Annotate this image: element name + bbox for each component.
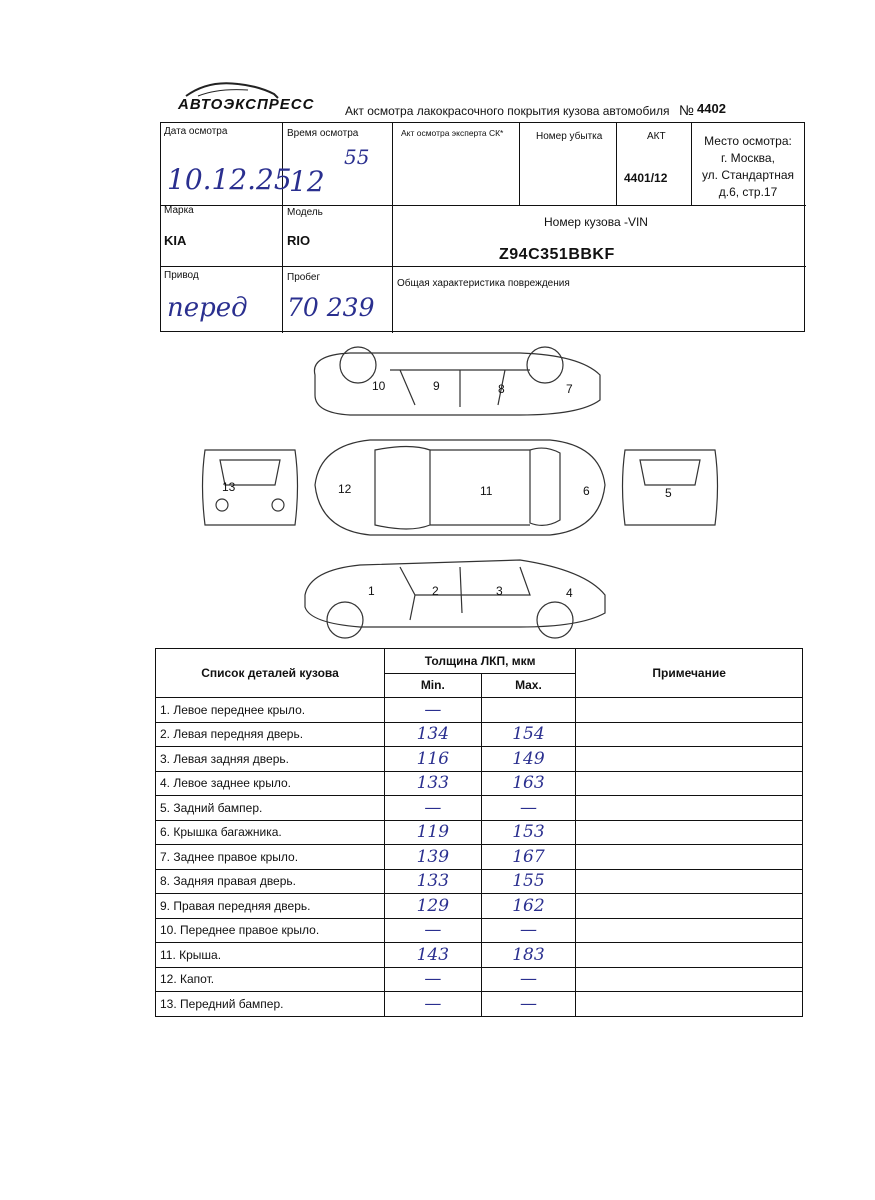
- model-label: Модель: [287, 207, 323, 218]
- table-row: [156, 918, 803, 943]
- note-cell: [576, 722, 803, 747]
- car-left-side-outline: [305, 560, 605, 627]
- damage-label: Общая характеристика повреждения: [397, 278, 570, 289]
- place-block: [693, 133, 803, 201]
- max-cell: 163: [481, 771, 576, 796]
- part-cell: 13. Передний бампер.: [156, 992, 385, 1017]
- zone-label-11: 11: [480, 484, 493, 498]
- table-row: [156, 943, 803, 968]
- max-cell: 162: [481, 894, 576, 919]
- part-cell: 2. Левая передняя дверь.: [156, 722, 385, 747]
- part-cell: 7. Заднее правое крыло.: [156, 845, 385, 870]
- part-cell: 10. Переднее правое крыло.: [156, 918, 385, 943]
- wheel: [340, 347, 376, 383]
- model-value: RIO: [287, 233, 311, 248]
- place-line-3: д.6, стр.17: [718, 185, 778, 199]
- note-cell: [576, 771, 803, 796]
- number-sign: №: [678, 102, 694, 118]
- car-diagram: [200, 345, 720, 645]
- note-cell: [576, 894, 803, 919]
- part-cell: 3. Левая задняя дверь.: [156, 747, 385, 772]
- min-cell: —: [385, 698, 482, 723]
- max-cell: —: [481, 796, 576, 821]
- document-number: 4402: [697, 101, 726, 116]
- min-cell: 129: [385, 894, 482, 919]
- note-cell: [576, 845, 803, 870]
- min-cell: 119: [385, 820, 482, 845]
- expert-act-label: Акт осмотра эксперта СК*: [401, 128, 504, 138]
- zone-label-13: 13: [222, 480, 236, 494]
- brand-value: KIA: [164, 233, 187, 248]
- zone-label-9: 9: [433, 379, 440, 393]
- part-cell: 5. Задний бампер.: [156, 796, 385, 821]
- part-cell: 12. Капот.: [156, 967, 385, 992]
- part-cell: 1. Левое переднее крыло.: [156, 698, 385, 723]
- table-row: [156, 698, 803, 723]
- note-cell: [576, 869, 803, 894]
- mileage-label: Пробег: [287, 272, 321, 283]
- table-row: [156, 771, 803, 796]
- col-thickness-header: Толщина ЛКП, мкм: [385, 649, 576, 674]
- note-cell: [576, 698, 803, 723]
- min-cell: —: [385, 967, 482, 992]
- car-front-outline: [203, 450, 298, 525]
- zone-label-8: 8: [498, 382, 505, 396]
- zone-label-5: 5: [665, 486, 672, 500]
- min-cell: 134: [385, 722, 482, 747]
- max-cell: [481, 698, 576, 723]
- place-label: Место осмотра:: [704, 134, 792, 148]
- zone-label-1: 1: [368, 584, 375, 598]
- min-cell: 143: [385, 943, 482, 968]
- header-form: [160, 122, 805, 332]
- min-cell: —: [385, 796, 482, 821]
- col-note-header: Примечание: [576, 649, 803, 698]
- wheel: [527, 347, 563, 383]
- brand-label: Марка: [164, 205, 194, 216]
- col-parts-header: Список деталей кузова: [156, 649, 385, 698]
- max-cell: 155: [481, 869, 576, 894]
- zone-label-7: 7: [566, 382, 573, 396]
- vin-value: Z94C351BBKF: [499, 246, 615, 263]
- car-top-outline: [315, 440, 605, 535]
- part-cell: 6. Крышка багажника.: [156, 820, 385, 845]
- table-row: [156, 820, 803, 845]
- max-cell: 149: [481, 747, 576, 772]
- part-cell: 9. Правая передняя дверь.: [156, 894, 385, 919]
- paint-thickness-table: [155, 648, 803, 1017]
- part-cell: 11. Крыша.: [156, 943, 385, 968]
- time-hours: 12: [289, 165, 325, 198]
- zone-label-2: 2: [432, 584, 439, 598]
- min-cell: 133: [385, 771, 482, 796]
- max-cell: 154: [481, 722, 576, 747]
- act-label: АКТ: [647, 131, 666, 142]
- time-label: Время осмотра: [287, 128, 359, 139]
- loss-number-label: Номер убытка: [536, 131, 603, 142]
- max-cell: —: [481, 918, 576, 943]
- part-cell: 8. Задняя правая дверь.: [156, 869, 385, 894]
- max-cell: —: [481, 967, 576, 992]
- zone-label-10: 10: [372, 379, 386, 393]
- max-cell: —: [481, 992, 576, 1017]
- col-min-header: Min.: [385, 673, 482, 698]
- vin-label: Номер кузова -VIN: [544, 215, 648, 229]
- table-row: [156, 894, 803, 919]
- table-row: [156, 845, 803, 870]
- table-row: [156, 967, 803, 992]
- car-right-side-outline: [314, 353, 600, 415]
- note-cell: [576, 943, 803, 968]
- place-line-2: ул. Стандартная: [701, 168, 795, 182]
- drive-value: перед: [167, 293, 248, 323]
- zone-label-4: 4: [566, 586, 573, 600]
- part-cell: 4. Левое заднее крыло.: [156, 771, 385, 796]
- col-max-header: Max.: [481, 673, 576, 698]
- act-value: 4401/12: [624, 171, 668, 185]
- time-minutes: 55: [344, 145, 370, 169]
- note-cell: [576, 796, 803, 821]
- table-row: [156, 747, 803, 772]
- min-cell: —: [385, 918, 482, 943]
- document-title: [345, 102, 694, 118]
- min-cell: 116: [385, 747, 482, 772]
- date-label: Дата осмотра: [164, 126, 228, 137]
- title-text: Акт осмотра лакокрасочного покрытия кузова автомобиля: [345, 104, 670, 118]
- note-cell: [576, 747, 803, 772]
- table-row: [156, 722, 803, 747]
- mileage-value: 70 239: [287, 293, 375, 322]
- max-cell: 167: [481, 845, 576, 870]
- table-header-row: [156, 649, 803, 674]
- table-row: [156, 992, 803, 1017]
- logo-text: АВТОЭКСПРЕСС: [178, 96, 315, 113]
- wheel: [537, 602, 573, 638]
- table-row: [156, 869, 803, 894]
- max-cell: 153: [481, 820, 576, 845]
- min-cell: —: [385, 992, 482, 1017]
- zone-label-3: 3: [496, 584, 503, 598]
- zone-label-6: 6: [583, 484, 590, 498]
- drive-label: Привод: [164, 270, 199, 281]
- note-cell: [576, 820, 803, 845]
- note-cell: [576, 967, 803, 992]
- zone-label-12: 12: [338, 482, 352, 496]
- date-value: 10.12.25: [167, 163, 292, 196]
- min-cell: 139: [385, 845, 482, 870]
- min-cell: 133: [385, 869, 482, 894]
- max-cell: 183: [481, 943, 576, 968]
- note-cell: [576, 918, 803, 943]
- wheel: [327, 602, 363, 638]
- table-row: [156, 796, 803, 821]
- note-cell: [576, 992, 803, 1017]
- place-line-1: г. Москва,: [721, 151, 775, 165]
